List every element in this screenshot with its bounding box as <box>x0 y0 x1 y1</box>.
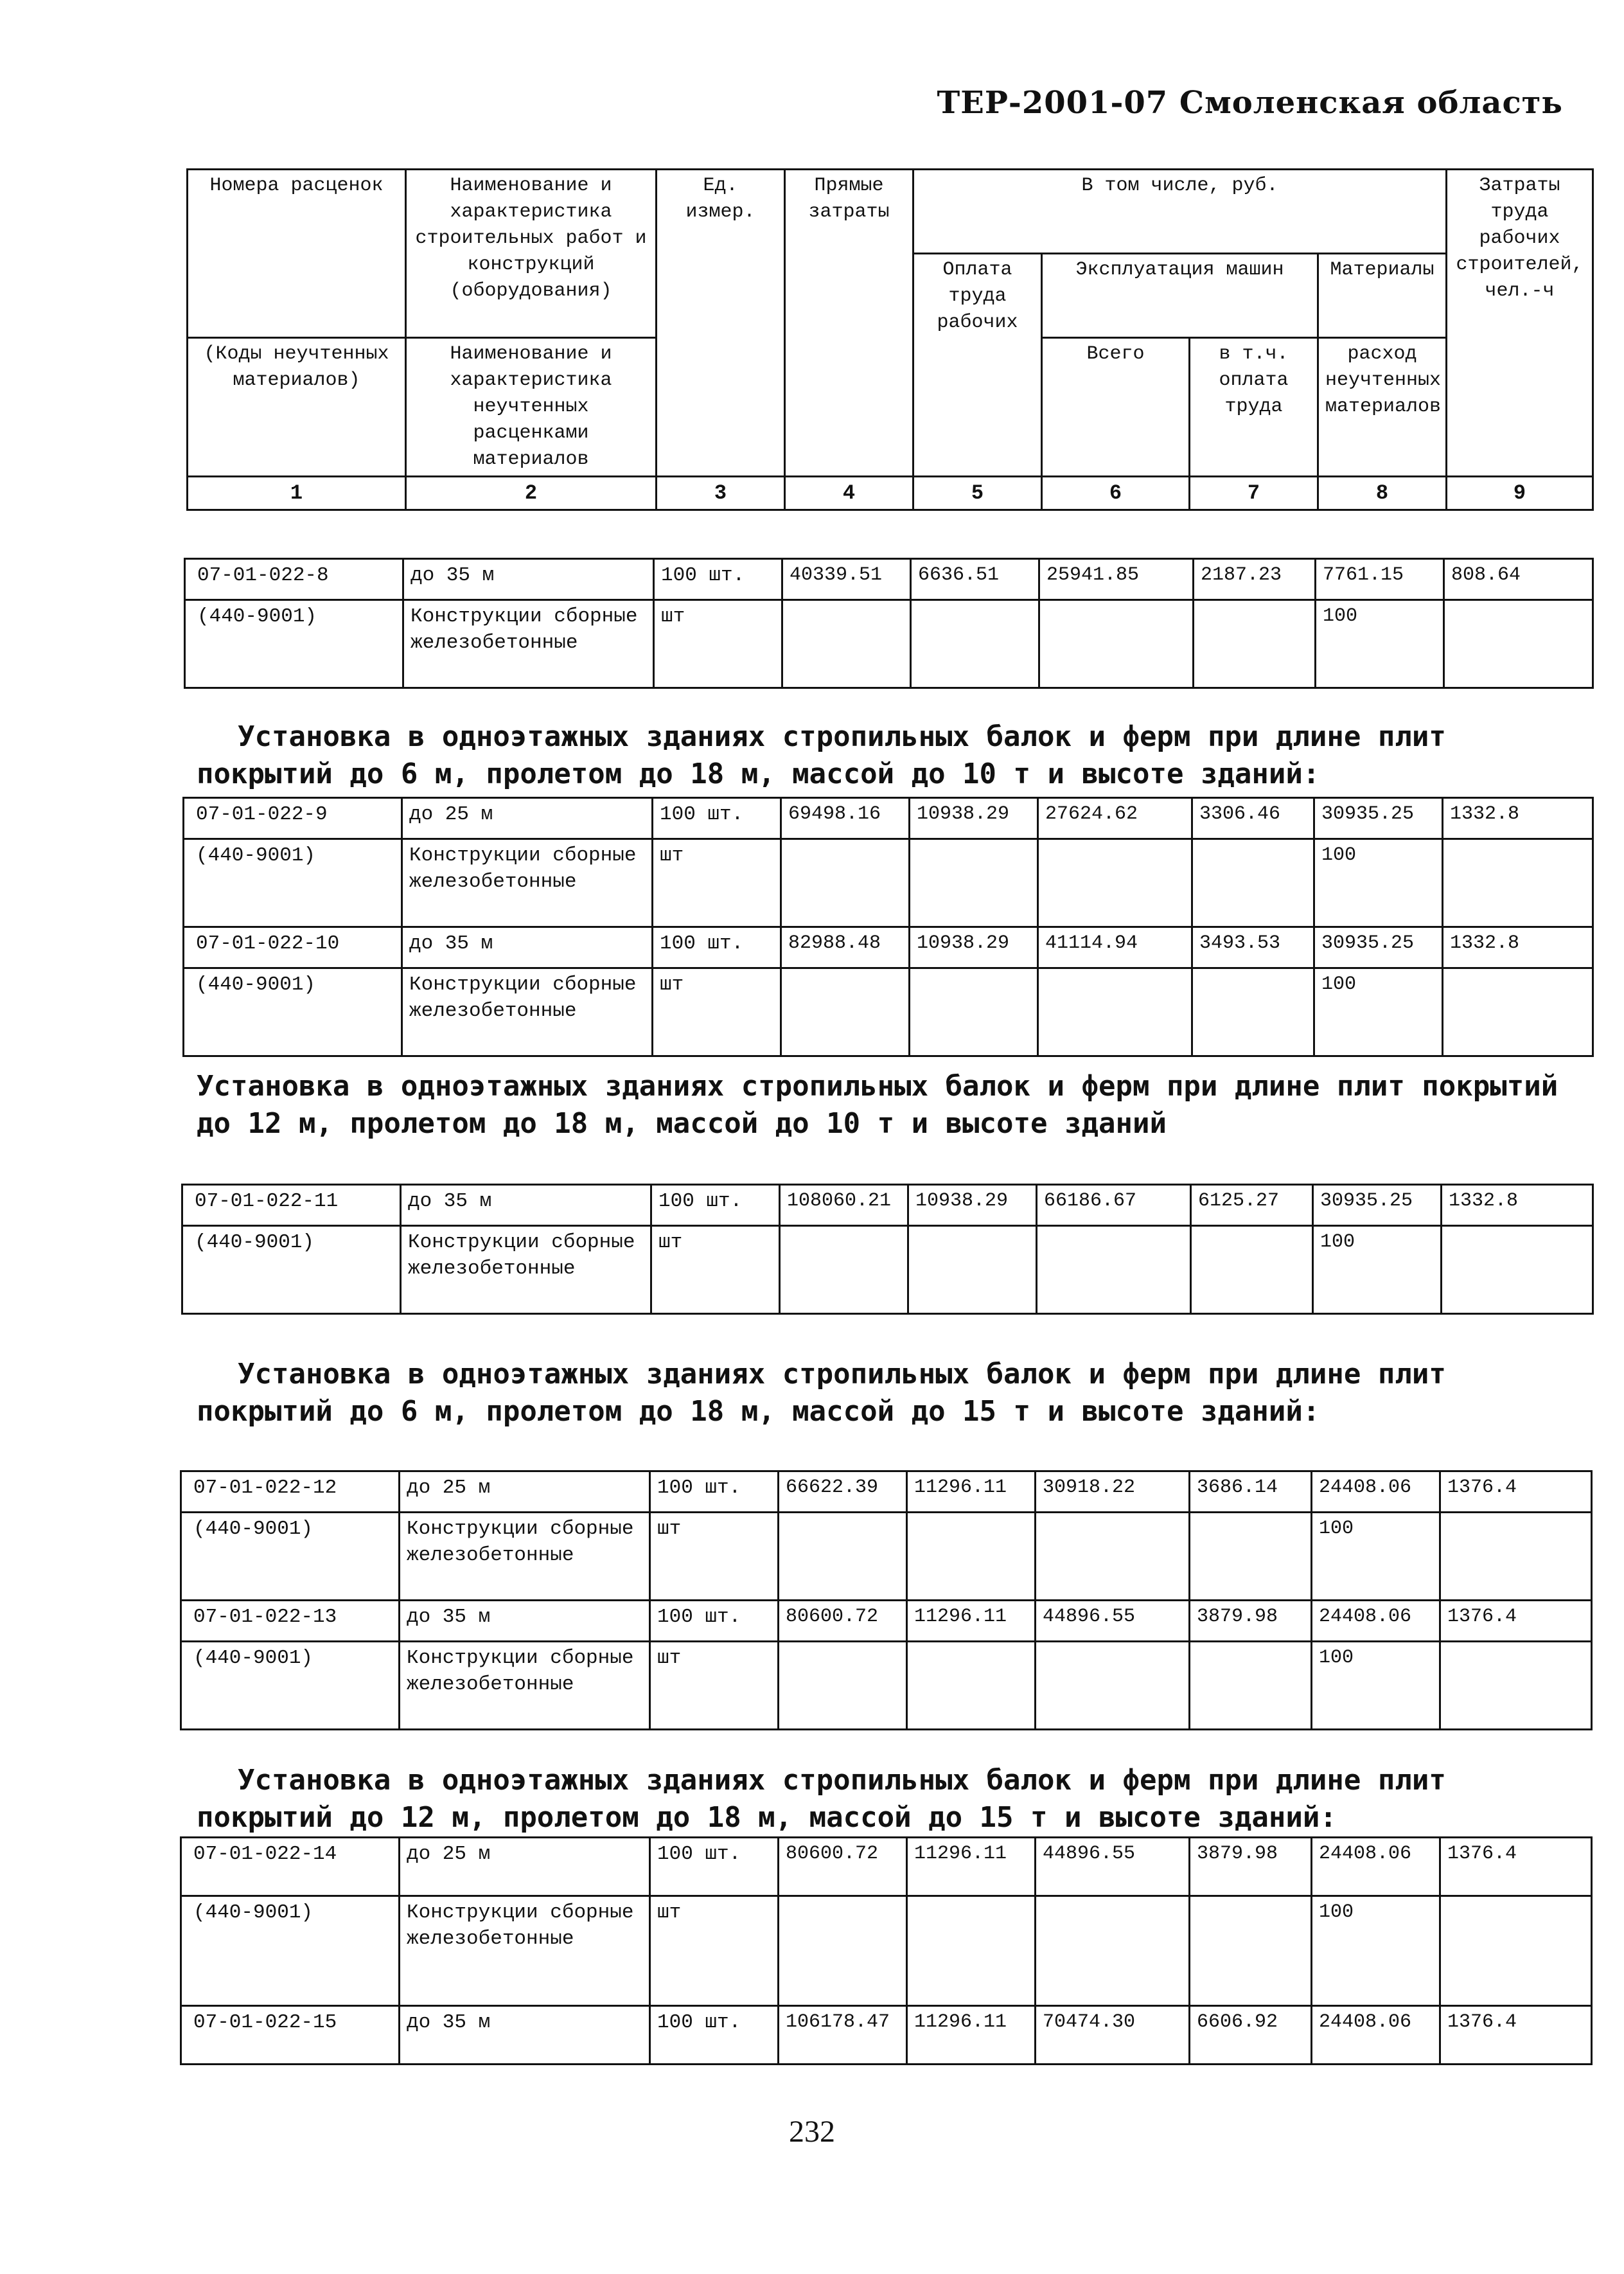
material-quantity: 100 <box>1314 839 1443 927</box>
work-name: до 35 м <box>401 1185 651 1226</box>
header-col-number: 9 <box>1447 477 1593 510</box>
machines-total: 27624.62 <box>1038 798 1192 839</box>
labor-pay: 11296.11 <box>907 1838 1036 1896</box>
header-machines-group: Эксплуатация машин <box>1042 254 1318 338</box>
table-row <box>185 600 1593 688</box>
header-col-number: 5 <box>914 477 1042 510</box>
materials-cost: 30935.25 <box>1314 927 1443 968</box>
table-row <box>181 2006 1592 2065</box>
table-row <box>181 1471 1592 1513</box>
machines-total: 44896.55 <box>1036 1601 1190 1642</box>
material-unit: шт <box>650 1642 779 1730</box>
material-unit: шт <box>650 1896 779 2006</box>
header-machines-labor: в т.ч. оплата труда <box>1190 338 1318 477</box>
labor-pay: 6636.51 <box>911 559 1039 600</box>
unit: 100 шт. <box>654 559 782 600</box>
machines-labor: 3879.98 <box>1190 1601 1312 1642</box>
header-col-number: 4 <box>785 477 914 510</box>
table-header <box>186 168 1594 511</box>
material-unit: шт <box>650 1513 779 1601</box>
header-unit: Ед. измер. <box>657 170 785 477</box>
rate-code: 07-01-022-12 <box>181 1471 400 1513</box>
material-name: Конструкции сборные железобетонные <box>400 1513 650 1601</box>
header-materials: Материалы <box>1318 254 1447 338</box>
header-col-number: 2 <box>406 477 657 510</box>
document-title: ТЕР-2001-07 Смоленская область <box>937 85 1563 121</box>
table-row <box>181 1838 1592 1896</box>
labor-hours: 1376.4 <box>1440 1601 1592 1642</box>
material-code: (440-9001) <box>181 1896 400 2006</box>
material-code: (440-9001) <box>184 839 402 927</box>
rate-code: 07-01-022-14 <box>181 1838 400 1896</box>
table-row <box>182 1185 1593 1226</box>
table-row <box>181 1601 1592 1642</box>
material-unit: шт <box>651 1226 780 1314</box>
material-quantity: 100 <box>1313 1226 1442 1314</box>
direct-costs: 69498.16 <box>781 798 910 839</box>
table-row <box>185 559 1593 600</box>
material-unit: шт <box>654 600 782 688</box>
direct-costs: 106178.47 <box>779 2006 907 2065</box>
unit: 100 шт. <box>650 1471 779 1513</box>
section-heading: Установка в одноэтажных зданиях стропильных балок и ферм при длине плит покрытий до 12 м, пролетом до 18 м, массой до 15 т и высоте зданий: <box>197 1764 1446 1834</box>
header-including-group: В том числе, руб. <box>914 170 1447 254</box>
header-direct-costs: Прямые затраты <box>785 170 914 477</box>
rate-code: 07-01-022-15 <box>181 2006 400 2065</box>
labor-hours: 1376.4 <box>1440 1838 1592 1896</box>
unit: 100 шт. <box>650 1601 779 1642</box>
header-labor-hours: Затраты труда рабочих строителей, чел.-ч <box>1447 170 1593 477</box>
materials-cost: 24408.06 <box>1312 2006 1440 2065</box>
work-name: до 35 м <box>403 559 654 600</box>
materials-cost: 7761.15 <box>1316 559 1444 600</box>
direct-costs: 40339.51 <box>782 559 911 600</box>
table-row <box>181 1896 1592 2006</box>
labor-hours: 808.64 <box>1444 559 1593 600</box>
material-quantity: 100 <box>1314 968 1443 1056</box>
labor-hours: 1332.8 <box>1443 927 1593 968</box>
labor-pay: 11296.11 <box>907 1471 1036 1513</box>
unit: 100 шт. <box>650 1838 779 1896</box>
materials-cost: 24408.06 <box>1312 1601 1440 1642</box>
section-heading: Установка в одноэтажных зданиях стропильных балок и ферм при длине плит покрытий до 6 м, пролетом до 18 м, массой до 10 т и высоте зданий: <box>197 720 1446 790</box>
material-name: Конструкции сборные железобетонные <box>400 1896 650 2006</box>
header-col-number: 3 <box>657 477 785 510</box>
unit: 100 шт. <box>653 927 781 968</box>
material-name: Конструкции сборные железобетонные <box>401 1226 651 1314</box>
machines-total: 25941.85 <box>1039 559 1194 600</box>
labor-pay: 11296.11 <box>907 2006 1036 2065</box>
header-col-number: 6 <box>1042 477 1190 510</box>
rates-table <box>181 1184 1594 1315</box>
labor-hours: 1376.4 <box>1440 2006 1592 2065</box>
materials-cost: 24408.06 <box>1312 1838 1440 1896</box>
material-name: Конструкции сборные железобетонные <box>403 600 654 688</box>
rate-code: 07-01-022-9 <box>184 798 402 839</box>
header-machines-total: Всего <box>1042 338 1190 477</box>
rates-table <box>184 558 1594 689</box>
machines-labor: 3493.53 <box>1192 927 1314 968</box>
header-col-number: 7 <box>1190 477 1318 510</box>
header-material-codes: (Коды неучтенных материалов) <box>188 338 406 477</box>
machines-labor: 2187.23 <box>1194 559 1316 600</box>
header-work-name: Наименование и характеристика строительных работ и конструкций (оборудования) <box>406 170 657 338</box>
material-quantity: 100 <box>1316 600 1444 688</box>
table-row <box>184 968 1593 1056</box>
labor-hours: 1332.8 <box>1442 1185 1593 1226</box>
work-name: до 25 м <box>400 1838 650 1896</box>
labor-pay: 10938.29 <box>908 1185 1037 1226</box>
material-quantity: 100 <box>1312 1642 1440 1730</box>
machines-labor: 6125.27 <box>1191 1185 1313 1226</box>
labor-hours: 1376.4 <box>1440 1471 1592 1513</box>
rates-table <box>182 797 1594 1057</box>
direct-costs: 66622.39 <box>779 1471 907 1513</box>
direct-costs: 82988.48 <box>781 927 910 968</box>
table-row <box>182 1226 1593 1314</box>
section-heading: Установка в одноэтажных зданиях стропильных балок и ферм при длине плит покрытий до 12 м, пролетом до 18 м, массой до 10 т и высоте зданий <box>197 1070 1558 1140</box>
rate-code: 07-01-022-8 <box>185 559 403 600</box>
table-row <box>184 798 1593 839</box>
rate-code: 07-01-022-13 <box>181 1601 400 1642</box>
material-name: Конструкции сборные железобетонные <box>402 968 653 1056</box>
machines-total: 66186.67 <box>1037 1185 1191 1226</box>
header-col-number: 8 <box>1318 477 1447 510</box>
direct-costs: 80600.72 <box>779 1601 907 1642</box>
machines-labor: 3306.46 <box>1192 798 1314 839</box>
machines-labor: 3879.98 <box>1190 1838 1312 1896</box>
labor-pay: 10938.29 <box>910 798 1038 839</box>
page-number: 232 <box>789 2115 835 2149</box>
direct-costs: 80600.72 <box>779 1838 907 1896</box>
machines-total: 41114.94 <box>1038 927 1192 968</box>
header-material-names: Наименование и характеристика неучтенных расценками материалов <box>406 338 657 477</box>
table-row <box>184 927 1593 968</box>
header-labor-pay: Оплата труда рабочих <box>914 254 1042 477</box>
header-material-consumption: расход неучтенных материалов <box>1318 338 1447 477</box>
work-name: до 35 м <box>400 2006 650 2065</box>
unit: 100 шт. <box>651 1185 780 1226</box>
header-col-number: 1 <box>188 477 406 510</box>
material-quantity: 100 <box>1312 1513 1440 1601</box>
direct-costs: 108060.21 <box>780 1185 908 1226</box>
rate-code: 07-01-022-10 <box>184 927 402 968</box>
material-code: (440-9001) <box>181 1513 400 1601</box>
machines-labor: 6606.92 <box>1190 2006 1312 2065</box>
materials-cost: 30935.25 <box>1313 1185 1442 1226</box>
work-name: до 25 м <box>400 1471 650 1513</box>
rates-table <box>180 1470 1593 1730</box>
machines-labor: 3686.14 <box>1190 1471 1312 1513</box>
rates-table <box>180 1836 1593 2065</box>
work-name: до 35 м <box>400 1601 650 1642</box>
machines-total: 44896.55 <box>1036 1838 1190 1896</box>
material-quantity: 100 <box>1312 1896 1440 2006</box>
material-code: (440-9001) <box>185 600 403 688</box>
material-unit: шт <box>653 968 781 1056</box>
labor-pay: 10938.29 <box>910 927 1038 968</box>
work-name: до 35 м <box>402 927 653 968</box>
material-name: Конструкции сборные железобетонные <box>400 1642 650 1730</box>
labor-hours: 1332.8 <box>1443 798 1593 839</box>
header-rate-number: Номера расценок <box>188 170 406 338</box>
table-row <box>184 839 1593 927</box>
labor-pay: 11296.11 <box>907 1601 1036 1642</box>
materials-cost: 24408.06 <box>1312 1471 1440 1513</box>
table-row <box>181 1513 1592 1601</box>
work-name: до 25 м <box>402 798 653 839</box>
machines-total: 70474.30 <box>1036 2006 1190 2065</box>
material-unit: шт <box>653 839 781 927</box>
table-row <box>181 1642 1592 1730</box>
material-code: (440-9001) <box>181 1642 400 1730</box>
material-code: (440-9001) <box>182 1226 401 1314</box>
machines-total: 30918.22 <box>1036 1471 1190 1513</box>
section-heading: Установка в одноэтажных зданиях стропильных балок и ферм при длине плит покрытий до 6 м, пролетом до 18 м, массой до 15 т и высоте зданий: <box>197 1358 1446 1428</box>
materials-cost: 30935.25 <box>1314 798 1443 839</box>
material-code: (440-9001) <box>184 968 402 1056</box>
unit: 100 шт. <box>653 798 781 839</box>
unit: 100 шт. <box>650 2006 779 2065</box>
material-name: Конструкции сборные железобетонные <box>402 839 653 927</box>
rate-code: 07-01-022-11 <box>182 1185 401 1226</box>
